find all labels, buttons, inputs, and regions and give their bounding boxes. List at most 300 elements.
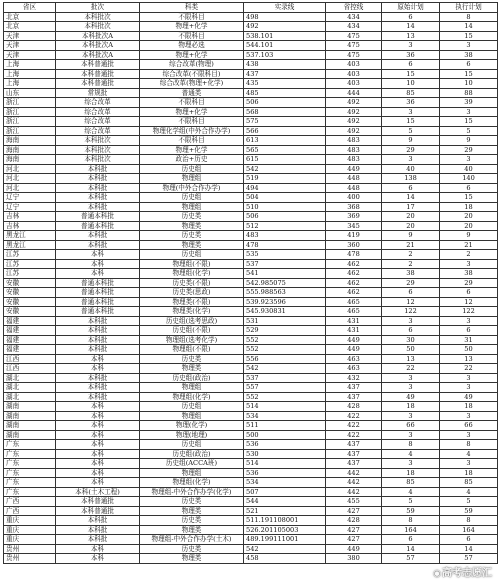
admission-score-cell: 537 [244,259,326,269]
control-line-cell: 448 [326,183,382,193]
batch-cell: 本科 [56,250,140,260]
executed-plan-cell: 38 [440,269,498,279]
admission-score-cell: 545.930831 [244,307,326,317]
province-cell: 广东 [4,468,56,478]
table-row [4,193,498,203]
control-line-cell: 427 [326,506,382,516]
control-line-cell: 380 [326,554,382,564]
original-plan-cell: 22 [382,364,440,374]
control-line-cell: 483 [326,155,382,165]
batch-cell: 本科批次 [56,136,140,146]
executed-plan-cell: 3 [440,459,498,469]
batch-cell: 本科批次 [56,145,140,155]
subject-type-cell: 历史类 [140,231,244,241]
province-cell: 天津 [4,50,56,60]
province-cell: 海南 [4,136,56,146]
table-row [4,107,498,117]
batch-cell: 本科批 [56,326,140,336]
subject-type-cell: 物理类 [140,506,244,516]
control-line-cell: 437 [326,440,382,450]
executed-plan-cell: 6 [440,288,498,298]
admission-score-cell: 485 [244,88,326,98]
executed-plan-cell: 31 [440,335,498,345]
executed-plan-cell: 14 [440,22,498,32]
original-plan-cell: 49 [382,392,440,402]
executed-plan-cell: 15 [440,117,498,127]
subject-type-cell: 物理组-中外合作办学(土木) [140,535,244,545]
executed-plan-cell: 38 [440,50,498,60]
table-row [4,136,498,146]
table-row [4,240,498,250]
executed-plan-cell: 13 [440,354,498,364]
original-plan-cell: 10 [382,79,440,89]
executed-plan-cell: 6 [440,183,498,193]
province-cell: 浙江 [4,126,56,136]
original-plan-cell: 4 [382,487,440,497]
executed-plan-cell: 164 [440,525,498,535]
subject-type-cell: 物理组 [140,383,244,393]
admission-score-table [3,2,498,564]
subject-type-cell: 历史类(思政) [140,288,244,298]
executed-plan-cell: 9 [440,231,498,241]
admission-score-cell: 552 [244,345,326,355]
subject-type-cell: 历史组(政治) [140,449,244,459]
province-cell: 浙江 [4,107,56,117]
province-cell: 湖南 [4,402,56,412]
original-plan-cell: 122 [382,307,440,317]
executed-plan-cell: 15 [440,193,498,203]
province-cell: 江苏 [4,250,56,260]
executed-plan-cell: 3 [440,155,498,165]
batch-cell: 本科批 [56,535,140,545]
control-line-cell: 462 [326,278,382,288]
province-cell: 河北 [4,164,56,174]
province-cell: 黑龙江 [4,240,56,250]
original-plan-cell: 164 [382,525,440,535]
executed-plan-cell: 10 [440,79,498,89]
executed-plan-cell: 3 [440,107,498,117]
control-line-cell: 360 [326,240,382,250]
header-admission-score: 实录线 [244,3,326,13]
subject-type-cell: 不限科目 [140,117,244,127]
header-subject-type: 科类 [140,3,244,13]
executed-plan-cell: 85 [440,478,498,488]
watermark [433,564,492,579]
admission-score-cell: 437 [244,69,326,79]
subject-type-cell: 不限科目 [140,31,244,41]
table-row [4,373,498,383]
original-plan-cell: 2 [382,259,440,269]
province-cell: 广东 [4,478,56,488]
table-row [4,79,498,89]
original-plan-cell: 3 [382,373,440,383]
admission-score-cell: 511 [244,421,326,431]
province-cell: 广东 [4,449,56,459]
province-cell: 吉林 [4,212,56,222]
executed-plan-cell: 59 [440,506,498,516]
control-line-cell: 492 [326,117,382,127]
subject-type-cell: 不限科目 [140,98,244,108]
admission-score-cell: 542 [244,364,326,374]
control-line-cell: 403 [326,79,382,89]
province-cell: 安徽 [4,288,56,298]
control-line-cell: 437 [326,383,382,393]
subject-type-cell: 普通类 [140,88,244,98]
table-row [4,345,498,355]
original-plan-cell: 18 [382,468,440,478]
original-plan-cell: 29 [382,278,440,288]
original-plan-cell: 18 [382,402,440,412]
original-plan-cell: 6 [382,12,440,22]
table-row [4,430,498,440]
batch-cell: 本科 [56,459,140,469]
control-line-cell: 428 [326,402,382,412]
subject-type-cell: 物理类(化学) [140,307,244,317]
admission-score-cell: 526.201105003 [244,525,326,535]
admission-score-cell: 613 [244,136,326,146]
admission-score-cell: 512 [244,221,326,231]
batch-cell: 本科批次 [56,155,140,165]
province-cell: 河北 [4,183,56,193]
table-row [4,288,498,298]
batch-cell: 本科批 [56,202,140,212]
subject-type-cell: 物理组 [140,202,244,212]
admission-score-cell: 541 [244,269,326,279]
batch-cell: 本科批 [56,383,140,393]
province-cell: 江西 [4,364,56,374]
admission-score-cell: 568 [244,107,326,117]
table-row [4,478,498,488]
batch-cell: 本科批 [56,345,140,355]
subject-type-cell: 物理(化学) [140,421,244,431]
province-cell: 福建 [4,316,56,326]
original-plan-cell: 4 [382,449,440,459]
admission-score-cell: 537.103 [244,50,326,60]
table-row [4,88,498,98]
control-line-cell: 345 [326,221,382,231]
control-line-cell: 422 [326,411,382,421]
subject-type-cell: 物理类(不限) [140,297,244,307]
province-cell: 江苏 [4,259,56,269]
province-cell: 浙江 [4,117,56,127]
original-plan-cell: 40 [382,164,440,174]
table-row [4,297,498,307]
control-line-cell: 437 [326,459,382,469]
original-plan-cell: 3 [382,430,440,440]
province-cell: 广东 [4,487,56,497]
admission-score-cell: 510 [244,202,326,212]
batch-cell: 本科 [56,411,140,421]
original-plan-cell: 8 [382,440,440,450]
executed-plan-cell: 15 [440,31,498,41]
control-line-cell: 422 [326,430,382,440]
province-cell: 湖北 [4,383,56,393]
original-plan-cell: 66 [382,421,440,431]
original-plan-cell: 3 [382,383,440,393]
admission-score-cell: 544.101 [244,41,326,51]
admission-score-cell: 506 [244,98,326,108]
table-row [4,22,498,32]
admission-score-cell: 542 [244,164,326,174]
table-row [4,183,498,193]
subject-type-cell: 历史类 [140,516,244,526]
subject-type-cell: 历史类 [140,212,244,222]
subject-type-cell: 物理组(化学) [140,269,244,279]
table-row [4,516,498,526]
control-line-cell: 428 [326,516,382,526]
original-plan-cell: 3 [382,316,440,326]
province-cell: 上海 [4,69,56,79]
batch-cell: 综合改革 [56,126,140,136]
subject-type-cell: 综合改革(物理) [140,60,244,70]
original-plan-cell: 20 [382,221,440,231]
executed-plan-cell: 3 [440,373,498,383]
original-plan-cell: 14 [382,193,440,203]
original-plan-cell: 21 [382,240,440,250]
executed-plan-cell: 22 [440,364,498,374]
control-line-cell: 475 [326,50,382,60]
table-row [4,69,498,79]
province-cell: 江苏 [4,269,56,279]
batch-cell: 本科批 [56,335,140,345]
executed-plan-cell: 5 [440,126,498,136]
control-line-cell: 368 [326,202,382,212]
batch-cell: 本科普通批 [56,497,140,507]
executed-plan-cell: 49 [440,392,498,402]
table-row [4,126,498,136]
control-line-cell: 437 [326,392,382,402]
executed-plan-cell: 66 [440,421,498,431]
admission-score-cell: 557 [244,383,326,393]
executed-plan-cell: 2 [440,250,498,260]
subject-type-cell: 不限科目 [140,12,244,22]
province-cell: 贵州 [4,554,56,564]
table-row [4,440,498,450]
province-cell: 重庆 [4,516,56,526]
executed-plan-cell: 3 [440,430,498,440]
subject-type-cell: 物理+化学 [140,50,244,60]
executed-plan-cell: 12 [440,297,498,307]
batch-cell: 本科批次A [56,31,140,41]
control-line-cell: 403 [326,60,382,70]
batch-cell: 本科批次 [56,12,140,22]
executed-plan-cell: 40 [440,164,498,174]
table-row [4,459,498,469]
admission-score-cell: 458 [244,554,326,564]
control-line-cell: 449 [326,164,382,174]
control-line-cell: 462 [326,288,382,298]
subject-type-cell: 综合改革(不限科目) [140,69,244,79]
batch-cell: 本科批 [56,240,140,250]
control-line-cell: 403 [326,69,382,79]
original-plan-cell: 57 [382,554,440,564]
subject-type-cell: 物理必选 [140,41,244,51]
admission-score-cell: 483 [244,231,326,241]
table-row [4,497,498,507]
province-cell: 贵州 [4,544,56,554]
province-cell: 天津 [4,41,56,51]
control-line-cell: 369 [326,212,382,222]
batch-cell: 本科普通批 [56,506,140,516]
admission-score-cell: 519 [244,174,326,184]
table-row [4,506,498,516]
batch-cell: 本科批 [56,164,140,174]
header-province-control-line: 省控线 [326,3,382,13]
province-cell: 广东 [4,440,56,450]
subject-type-cell: 综合改革(物理+化学) [140,79,244,89]
table-row [4,383,498,393]
original-plan-cell: 13 [382,354,440,364]
executed-plan-cell: 20 [440,212,498,222]
original-plan-cell: 85 [382,88,440,98]
batch-cell: 本科批 [56,231,140,241]
executed-plan-cell: 122 [440,307,498,317]
batch-cell: 综合改革 [56,98,140,108]
executed-plan-cell: 21 [440,240,498,250]
table-row [4,269,498,279]
subject-type-cell: 物理组(不限) [140,259,244,269]
control-line-cell: 437 [326,449,382,459]
original-plan-cell: 50 [382,345,440,355]
header-original-plan: 原始计划 [382,3,440,13]
table-row [4,326,498,336]
control-line-cell: 442 [326,468,382,478]
executed-plan-cell: 15 [440,69,498,79]
executed-plan-cell: 9 [440,136,498,146]
table-row [4,60,498,70]
table-row [4,335,498,345]
control-line-cell: 462 [326,269,382,279]
original-plan-cell: 14 [382,544,440,554]
executed-plan-cell: 57 [440,554,498,564]
control-line-cell: 465 [326,297,382,307]
subject-type-cell: 物理+化学 [140,22,244,32]
admission-score-cell: 555.988563 [244,288,326,298]
table-row [4,98,498,108]
table-row [4,221,498,231]
admission-score-cell: 529 [244,326,326,336]
table-row [4,145,498,155]
admission-score-cell: 511.191108001 [244,516,326,526]
subject-type-cell: 物理组(化学) [140,478,244,488]
province-cell: 江西 [4,354,56,364]
batch-cell: 普通本科批 [56,278,140,288]
batch-cell: 本科批次A [56,41,140,51]
subject-type-cell: 物理组 [140,468,244,478]
batch-cell: 本科批次A [56,50,140,60]
province-cell: 海南 [4,145,56,155]
original-plan-cell: 5 [382,497,440,507]
subject-type-cell: 物理+化学 [140,145,244,155]
batch-cell: 普通本科批 [56,221,140,231]
subject-type-cell: 物理组-中外合作办学(化学) [140,487,244,497]
executed-plan-cell: 8 [440,516,498,526]
control-line-cell: 492 [326,126,382,136]
province-cell: 上海 [4,79,56,89]
province-cell: 湖南 [4,421,56,431]
admission-score-cell: 504 [244,193,326,203]
table-row [4,41,498,51]
executed-plan-cell: 6 [440,535,498,545]
control-line-cell: 483 [326,145,382,155]
executed-plan-cell: 3 [440,259,498,269]
admission-score-cell: 534 [244,411,326,421]
admission-score-cell: 542.985075 [244,278,326,288]
original-plan-cell: 38 [382,269,440,279]
executed-plan-cell: 3 [440,41,498,51]
original-plan-cell: 36 [382,98,440,108]
batch-cell: 本科普通批 [56,69,140,79]
executed-plan-cell: 18 [440,402,498,412]
admission-score-cell: 534 [244,478,326,488]
subject-type-cell: 物理类 [140,364,244,374]
executed-plan-cell: 20 [440,221,498,231]
original-plan-cell: 15 [382,117,440,127]
original-plan-cell: 2 [382,250,440,260]
original-plan-cell: 6 [382,535,440,545]
batch-cell: 本科 [56,440,140,450]
batch-cell: 本科 [56,449,140,459]
subject-type-cell: 物理(中外合作办学) [140,183,244,193]
table-row [4,250,498,260]
table-row [4,307,498,317]
original-plan-cell: 9 [382,231,440,241]
table-row [4,31,498,41]
subject-type-cell: 历史组 [140,440,244,450]
control-line-cell: 434 [326,22,382,32]
admission-score-cell: 514 [244,459,326,469]
control-line-cell: 463 [326,354,382,364]
subject-type-cell: 历史类 [140,354,244,364]
executed-plan-cell: 6 [440,60,498,70]
table-row [4,259,498,269]
subject-type-cell: 物理组(不限) [140,345,244,355]
admission-score-cell: 438 [244,60,326,70]
batch-cell: 常规批 [56,88,140,98]
original-plan-cell: 85 [382,478,440,488]
original-plan-cell: 3 [382,411,440,421]
subject-type-cell: 历史组 [140,402,244,412]
original-plan-cell: 5 [382,126,440,136]
table-row [4,487,498,497]
batch-cell: 本科 [56,478,140,488]
control-line-cell: 422 [326,421,382,431]
batch-cell: 普通本科批 [56,307,140,317]
executed-plan-cell: 140 [440,174,498,184]
executed-plan-cell: 3 [440,316,498,326]
control-line-cell: 448 [326,174,382,184]
control-line-cell: 455 [326,497,382,507]
original-plan-cell: 36 [382,50,440,60]
executed-plan-cell: 8 [440,12,498,22]
province-cell: 广西 [4,506,56,516]
admission-score-cell: 544 [244,497,326,507]
original-plan-cell: 9 [382,136,440,146]
table-row [4,117,498,127]
province-cell: 安徽 [4,307,56,317]
batch-cell: 普通本科批 [56,212,140,222]
admission-score-cell: 478 [244,240,326,250]
watermark-text: 高考志愿汇 [442,568,492,579]
batch-cell: 本科批 [56,183,140,193]
original-plan-cell: 59 [382,506,440,516]
executed-plan-cell: 3 [440,383,498,393]
control-line-cell: 442 [326,487,382,497]
table-body [4,12,498,563]
subject-type-cell: 历史组 [140,193,244,203]
admission-score-cell: 552 [244,335,326,345]
subject-type-cell: 历史组(政治) [140,373,244,383]
